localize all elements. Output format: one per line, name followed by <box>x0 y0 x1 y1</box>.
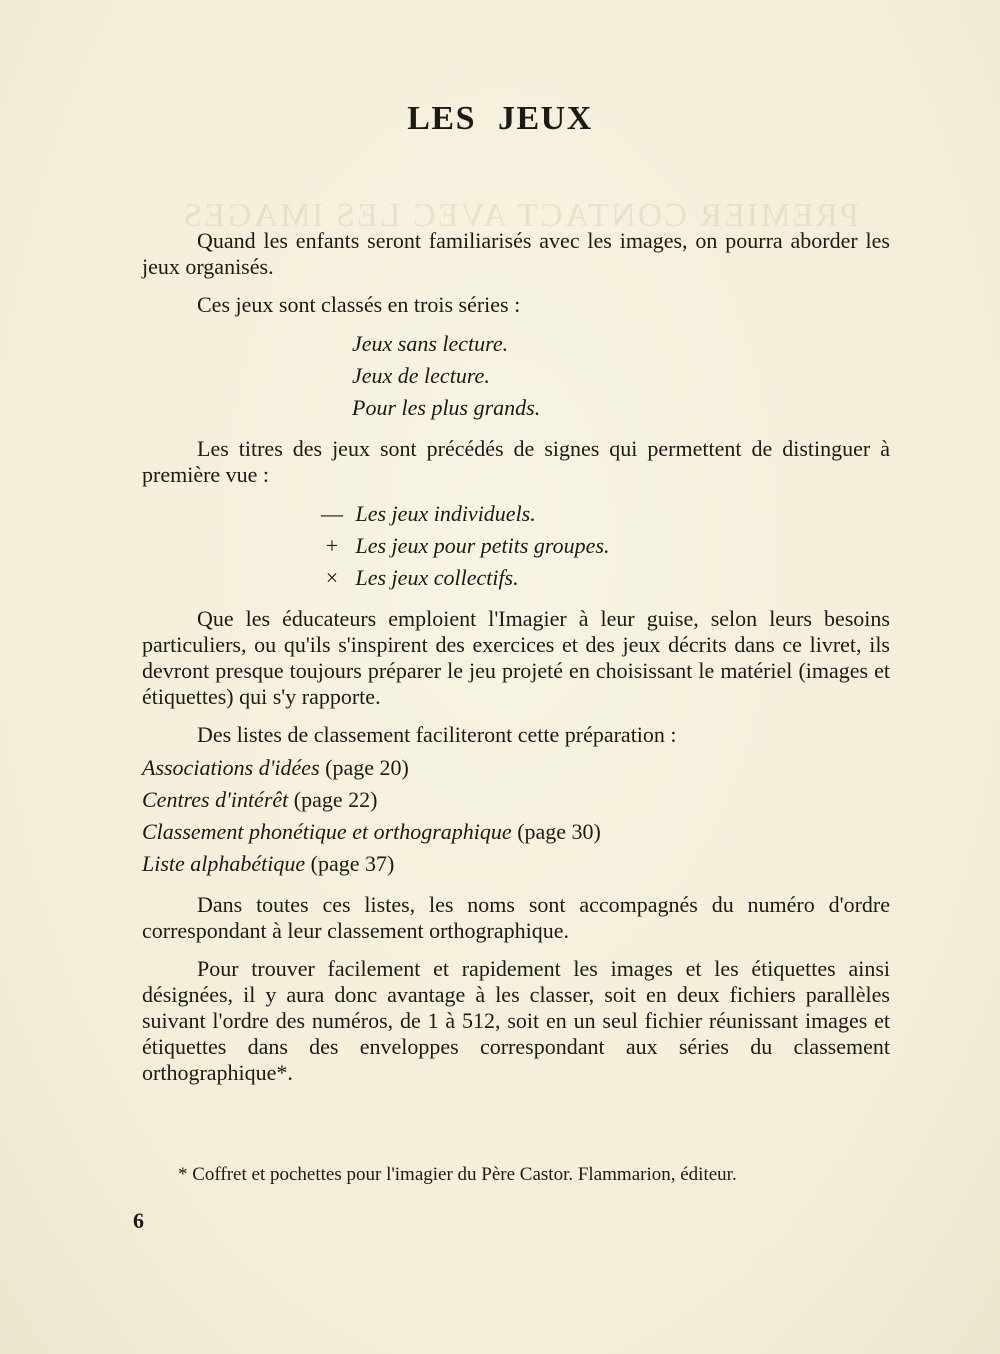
series-item: Jeux sans lecture. <box>352 331 509 356</box>
list-item <box>142 752 890 784</box>
sign-item <box>314 530 890 562</box>
list-page: (page 37) <box>310 851 395 876</box>
list-item <box>142 848 890 880</box>
cross-icon: × <box>325 565 339 590</box>
list-name: Associations d'idées <box>142 755 320 780</box>
list-name: Liste alphabétique <box>142 851 306 876</box>
list-item <box>142 784 890 816</box>
paragraph-series-intro: Ces jeux sont classés en trois séries : <box>197 292 521 317</box>
classification-lists <box>142 752 890 880</box>
sign-item <box>314 498 890 530</box>
sign-label: Les jeux individuels. <box>355 501 536 526</box>
page-number: 6 <box>133 1208 144 1233</box>
sign-label: Les jeux collectifs. <box>355 565 519 590</box>
paragraph-toutes-listes: Dans toutes ces listes, les noms sont accompagnés du numéro d'ordre correspondant à leur classement orthographique. <box>142 892 890 943</box>
paragraph-intro: Quand les enfants seront familiarisés avec les images, on pourra aborder les jeux organisés. <box>142 228 890 279</box>
list-item <box>142 816 890 848</box>
list-page: (page 20) <box>325 755 409 780</box>
plus-icon: + <box>325 533 339 558</box>
series-list <box>352 328 890 424</box>
paragraph-trouver: Pour trouver facilement et rapidement les images et les étiquettes ainsi désignées, il y aura donc avantage à les classer, soit en deux fichiers parallèles suivant l'ordre des numéros, de 1 à 512, soit en un seul fichier réunissant images et étiquettes dans des enveloppes correspondant aux séries du classement orthographique*. <box>142 956 890 1085</box>
dash-icon: — <box>321 501 343 526</box>
paragraph-signs-intro: Les titres des jeux sont précédés de signes qui permettent de distinguer à première vue : <box>142 436 890 487</box>
paragraph-listes-intro: Des listes de classement faciliteront cette préparation : <box>197 722 677 747</box>
sign-item <box>314 562 890 594</box>
footnote: * Coffret et pochettes pour l'imagier du Père Castor. Flammarion, éditeur. <box>178 1164 737 1185</box>
list-name: Centres d'intérêt <box>142 787 289 812</box>
sign-label: Les jeux pour petits groupes. <box>355 533 610 558</box>
list-name: Classement phonétique et orthographique <box>142 819 512 844</box>
paragraph-educateurs: Que les éducateurs emploient l'Imagier à leur guise, selon leurs besoins particuliers, ou qu'ils s'inspirent des exercices et des jeux décrits dans ce livret, ils devront presque toujours préparer le jeu projeté en choisissant le matériel (images et étiquettes) qui s'y rapporte. <box>142 606 890 709</box>
list-page: (page 22) <box>293 787 378 812</box>
body-text <box>142 228 890 1086</box>
page-title: LES JEUX <box>407 100 593 137</box>
series-item: Pour les plus grands. <box>352 395 541 420</box>
bleed-through-heading: PREMIER CONTACT AVEC LES IMAGES <box>181 197 859 234</box>
series-item: Jeux de lecture. <box>352 363 490 388</box>
signs-list <box>314 498 890 594</box>
list-page: (page 30) <box>517 819 601 844</box>
